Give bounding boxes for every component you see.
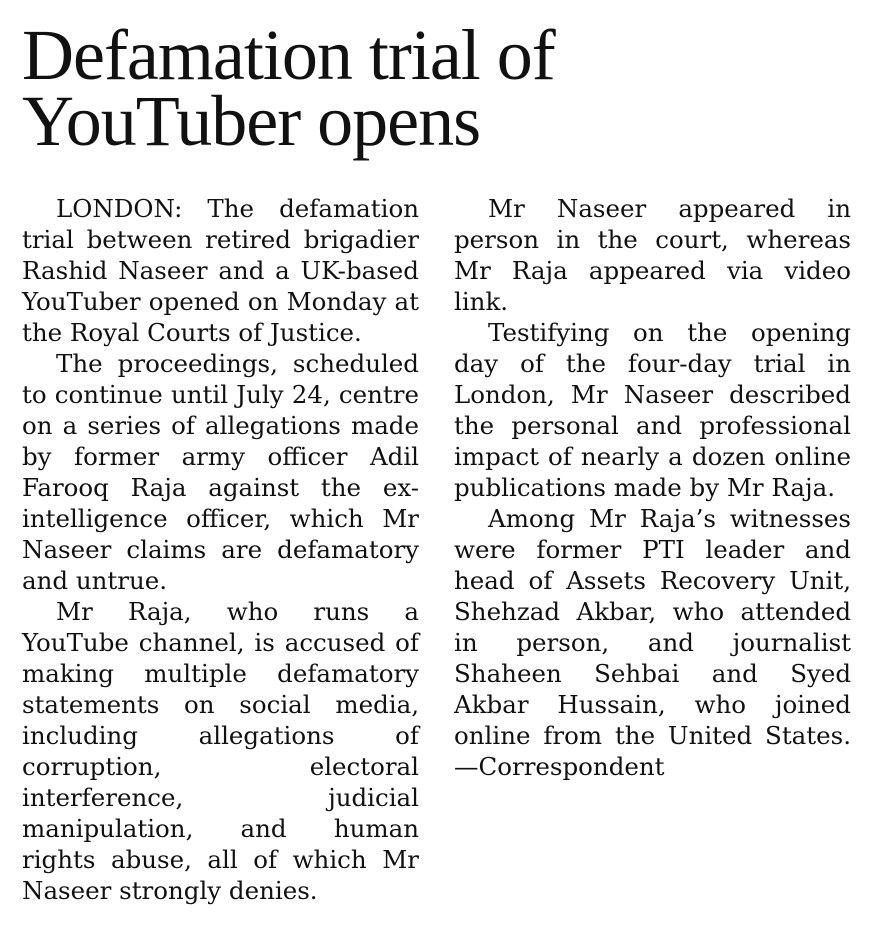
headline-line-1: Defamation trial of xyxy=(22,15,555,95)
headline-line-2: YouTuber opens xyxy=(22,81,481,161)
article-paragraph-4-part-2: Mr Naseer appeared in person in the court, whereas Mr Raja appeared via video link. xyxy=(454,194,851,316)
article-paragraph-2: The proceedings, scheduled to continue until July 24, centre on a series of allegations made by former army officer Adil Farooq Raja against the ex-intelligence officer, which Mr Naseer claims are defamatory and untrue. xyxy=(22,349,419,595)
article-paragraph-6: Among Mr Raja’s witnesses were former PTI leader and head of Assets Recovery Unit, Shehzad Akbar, who attended in person, and journalist Shaheen Sehbai and Syed Akbar Hussain, who joined online from the United States.—Correspondent xyxy=(454,504,851,781)
article-paragraph-3: Mr Raja, who runs a YouTube channel, is accused of making multiple defamatory statements on social media, including allegations of corruption, electoral interference, judicial manipulation, and human rights abuse, all of which Mr Naseer strongly denies. xyxy=(22,597,419,905)
article-column-right xyxy=(454,193,851,782)
article-column-left xyxy=(22,193,419,906)
article-paragraph-1: LONDON: The defamation trial between retired brigadier Rashid Naseer and a UK-based YouTuber opened on Monday at the Royal Courts of Justice. xyxy=(22,194,419,347)
article-headline xyxy=(22,15,862,161)
article-paragraph-5: Testifying on the opening day of the four-day trial in London, Mr Naseer described the personal and professional impact of nearly a dozen online publications made by Mr Raja. xyxy=(454,318,851,502)
